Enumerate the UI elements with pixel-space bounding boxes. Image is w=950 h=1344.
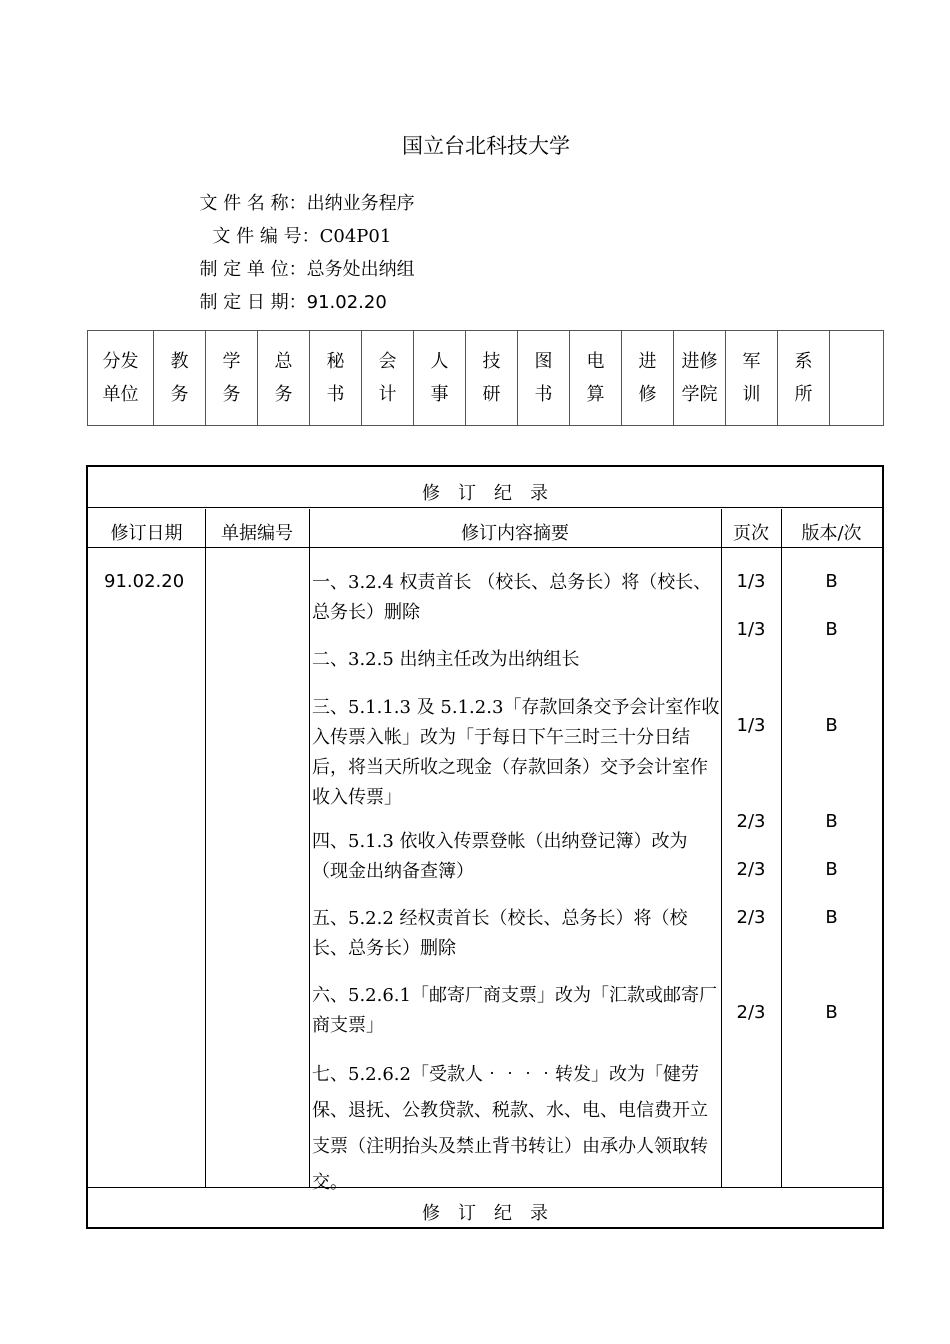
distribution-cell: 进修	[622, 331, 674, 426]
revision-title: 修 订 纪 录	[422, 483, 548, 504]
distribution-cell: 技研	[466, 331, 518, 426]
rule	[781, 509, 782, 1187]
revision-table	[86, 465, 884, 1229]
meta-label: 制 定 单 位：	[199, 259, 307, 280]
revision-entry-3: 三、5.1.1.3 及 5.1.2.3「存款回条交予会计室作收入传票入帐」改为「于每日下午三时三十分日结后，将当天所收之现金（存款回条）交予会计室作收入传票」	[312, 697, 720, 808]
header-doc-no: 单据编号	[221, 523, 293, 544]
header-version: 版本/次	[801, 523, 862, 544]
revision-version: B	[825, 907, 838, 928]
rule	[88, 547, 882, 548]
rule	[309, 509, 310, 1187]
header-summary: 修订内容摘要	[461, 523, 569, 544]
revision-entry-1: 一、3.2.4 权责首长 （校长、总务长）将（校长、总务长）删除	[312, 572, 712, 623]
distribution-cell: 系所	[778, 331, 830, 426]
revision-version: B	[825, 1002, 838, 1023]
revision-entry-4: 四、5.1.3 依收入传票登帐（出纳登记簿）改为（现金出纳备查簿）	[312, 831, 688, 882]
revision-version: B	[825, 859, 838, 880]
revision-footer-title: 修 订 纪 录	[422, 1203, 548, 1224]
revision-version: B	[825, 715, 838, 736]
meta-value: 91.02.20	[306, 292, 387, 313]
revision-version: B	[825, 619, 838, 640]
distribution-cell: 电算	[570, 331, 622, 426]
meta-value: 出纳业务程序	[306, 193, 415, 214]
revision-page: 2/3	[736, 1002, 766, 1023]
header-date: 修订日期	[110, 523, 183, 544]
revision-page: 2/3	[736, 907, 766, 928]
distribution-cell: 人事	[414, 331, 466, 426]
distribution-cell: 会计	[362, 331, 414, 426]
meta-value: 总务处出纳组	[306, 259, 415, 280]
revision-page: 2/3	[736, 859, 766, 880]
meta-label: 文 件 编 号：	[212, 226, 320, 247]
revision-version: B	[825, 811, 838, 832]
revision-entry-5: 五、5.2.2 经权责首长（校长、总务长）将（校长、总务长）删除	[312, 908, 688, 959]
header-page: 页次	[733, 523, 769, 544]
revision-entry-6: 六、5.2.6.1「邮寄厂商支票」改为「汇款或邮寄厂商支票」	[312, 985, 717, 1036]
distribution-cell: 学务	[206, 331, 258, 426]
revision-entry-2: 二、3.2.5 出纳主任改为出纳组长	[312, 649, 580, 670]
revision-page: 1/3	[736, 571, 766, 592]
distribution-cell-empty	[830, 331, 884, 426]
distribution-table	[87, 330, 884, 426]
revision-page: 2/3	[736, 811, 766, 832]
rule	[205, 509, 206, 1187]
distribution-cell: 教务	[154, 331, 206, 426]
document-title: 国立台北科技大学	[402, 134, 570, 158]
distribution-cell: 总务	[258, 331, 310, 426]
distribution-cell-header: 分发单位	[88, 331, 154, 426]
meta-date-row	[188, 267, 387, 314]
revision-version: B	[825, 571, 838, 592]
revision-entry-7: 七、5.2.6.2「受款人‧‧‧‧转发」改为「健劳保、退抚、公教贷款、税款、水、电、电信费开立支票（注明抬头及禁止背书转让）由承办人领取转交。	[312, 1064, 708, 1193]
distribution-cell: 秘书	[310, 331, 362, 426]
distribution-cell: 图书	[518, 331, 570, 426]
meta-value: C04P01	[319, 226, 392, 247]
rule	[88, 507, 882, 508]
distribution-cell: 进修学院	[674, 331, 726, 426]
meta-label: 文 件 名 称：	[199, 193, 307, 214]
distribution-cell: 军训	[726, 331, 778, 426]
meta-label: 制 定 日 期：	[199, 292, 307, 313]
revision-page: 1/3	[736, 619, 766, 640]
revision-date: 91.02.20	[104, 571, 185, 592]
revision-page: 1/3	[736, 715, 766, 736]
